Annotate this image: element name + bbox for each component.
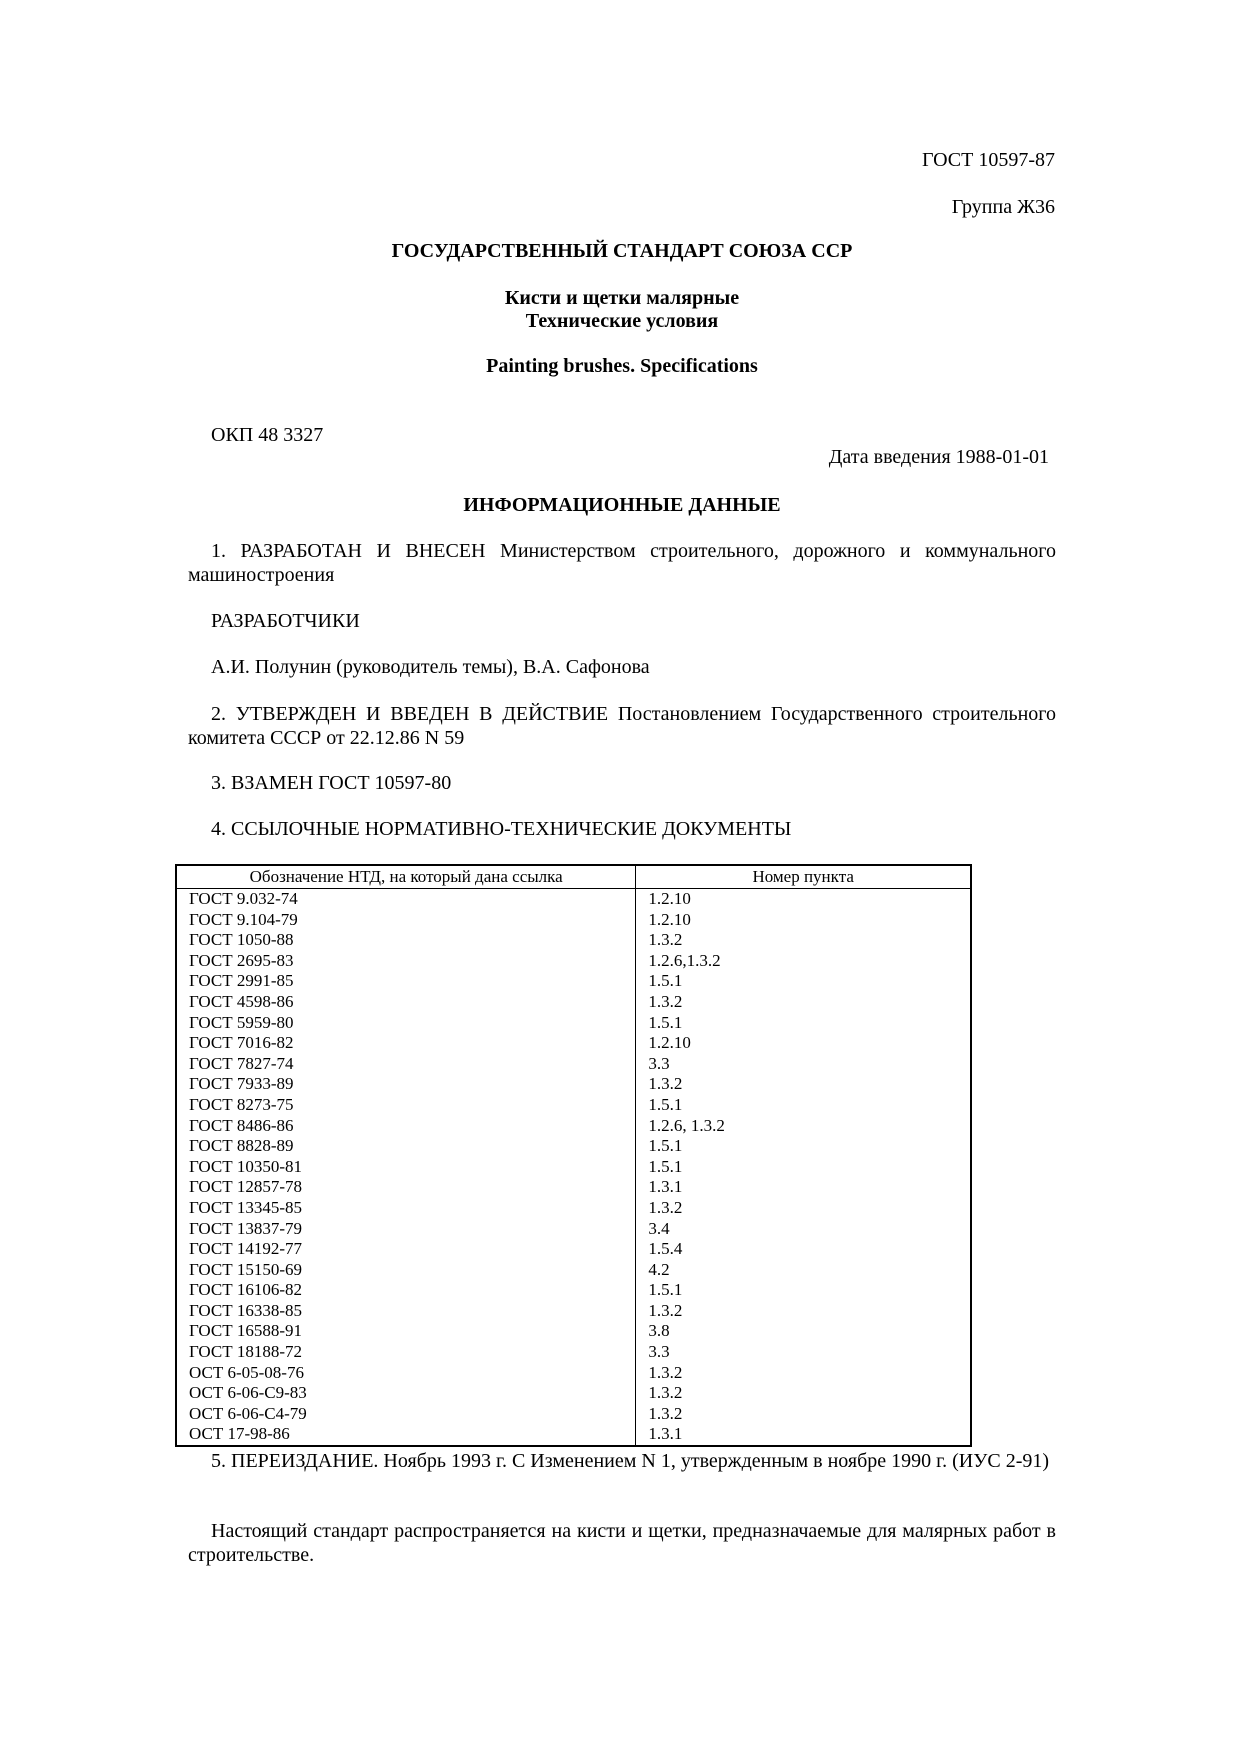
document-designation-cell: ОСТ 17-98-86 [176, 1424, 636, 1446]
table-row [176, 1198, 971, 1219]
document-designation-cell: ОСТ 6-06-С4-79 [176, 1404, 636, 1425]
document-designation-cell: ГОСТ 16106-82 [176, 1280, 636, 1301]
document-designation-cell: ГОСТ 13837-79 [176, 1219, 636, 1240]
document-designation-cell: ГОСТ 10350-81 [176, 1157, 636, 1178]
table-row [176, 992, 971, 1013]
doc-number: ГОСТ 10597-87 [922, 149, 1055, 171]
document-designation-cell: ГОСТ 7933-89 [176, 1074, 636, 1095]
clause-number-cell: 1.5.1 [636, 1280, 971, 1301]
clause-number-cell: 1.3.2 [636, 930, 971, 951]
okp-code: ОКП 48 3327 [211, 424, 324, 446]
table-row [176, 1363, 971, 1384]
clause-number-cell: 1.5.1 [636, 1136, 971, 1157]
table-row [176, 1260, 971, 1281]
clause-number-cell: 1.5.1 [636, 1013, 971, 1034]
table-header-row [176, 865, 971, 889]
clause-number-cell: 1.2.10 [636, 889, 971, 910]
table-row [176, 1074, 971, 1095]
table-row [176, 1219, 971, 1240]
table-row [176, 1033, 971, 1054]
clause-number-cell: 3.4 [636, 1219, 971, 1240]
clause-number-cell: 1.3.2 [636, 1404, 971, 1425]
document-designation-cell: ГОСТ 1050-88 [176, 930, 636, 951]
document-designation-cell: ГОСТ 18188-72 [176, 1342, 636, 1363]
table-row [176, 1383, 971, 1404]
info-item-2: 2. УТВЕРЖДЕН И ВВЕДЕН В ДЕЙСТВИЕ Постановлением Государственного строительного комитета СССР от 22.12.86 N 59 [188, 703, 1056, 749]
document-designation-cell: ГОСТ 9.104-79 [176, 910, 636, 931]
document-designation-cell: ГОСТ 13345-85 [176, 1198, 636, 1219]
clause-number-cell: 4.2 [636, 1260, 971, 1281]
document-designation-cell: ГОСТ 12857-78 [176, 1177, 636, 1198]
info-heading: ИНФОРМАЦИОННЫЕ ДАННЫЕ [463, 494, 781, 516]
clause-number-cell: 1.5.1 [636, 1157, 971, 1178]
document-designation-cell: ГОСТ 2695-83 [176, 951, 636, 972]
clause-number-cell: 1.5.1 [636, 1095, 971, 1116]
table-row [176, 910, 971, 931]
document-designation-cell: ГОСТ 2991-85 [176, 971, 636, 992]
column-header-document: Обозначение НТД, на который дана ссылка [176, 865, 636, 889]
info-item-5: 5. ПЕРЕИЗДАНИЕ. Ноябрь 1993 г. С Изменением N 1, утвержденным в ноябре 1990 г. (ИУС 2-91) [211, 1450, 1050, 1472]
document-designation-cell: ГОСТ 16588-91 [176, 1321, 636, 1342]
document-designation-cell: ГОСТ 4598-86 [176, 992, 636, 1013]
clause-number-cell: 1.2.10 [636, 1033, 971, 1054]
clause-number-cell: 1.5.4 [636, 1239, 971, 1260]
document-designation-cell: ГОСТ 8486-86 [176, 1116, 636, 1137]
document-designation-cell: ГОСТ 7827-74 [176, 1054, 636, 1075]
clause-number-cell: 1.2.10 [636, 910, 971, 931]
table-row [176, 1116, 971, 1137]
table-row [176, 1136, 971, 1157]
standard-name-ru-line1: Кисти и щетки малярные [504, 287, 740, 309]
clause-number-cell: 3.8 [636, 1321, 971, 1342]
clause-number-cell: 1.2.6, 1.3.2 [636, 1116, 971, 1137]
clause-number-cell: 1.3.1 [636, 1424, 971, 1446]
column-header-clause: Номер пункта [636, 865, 971, 889]
table-row [176, 1054, 971, 1075]
document-designation-cell: ГОСТ 8273-75 [176, 1095, 636, 1116]
authority-title: ГОСУДАРСТВЕННЫЙ СТАНДАРТ СОЮЗА ССР [391, 240, 853, 262]
table-body [176, 889, 971, 1447]
document-designation-cell: ОСТ 6-06-С9-83 [176, 1383, 636, 1404]
developers-names: А.И. Полунин (руководитель темы), В.А. Сафонова [211, 656, 650, 678]
table-row [176, 889, 971, 910]
standard-name-ru-line2: Технические условия [525, 310, 719, 332]
table-row [176, 1177, 971, 1198]
clause-number-cell: 1.3.2 [636, 1198, 971, 1219]
document-designation-cell: ГОСТ 5959-80 [176, 1013, 636, 1034]
scope-paragraph: Настоящий стандарт распространяется на кисти и щетки, предназначаемые для малярных работ в строительстве. [188, 1520, 1056, 1566]
document-designation-cell: ГОСТ 15150-69 [176, 1260, 636, 1281]
group-code: Группа Ж36 [951, 196, 1055, 218]
info-item-4: 4. ССЫЛОЧНЫЕ НОРМАТИВНО-ТЕХНИЧЕСКИЕ ДОКУМЕНТЫ [211, 818, 792, 840]
intro-date: Дата введения 1988-01-01 [828, 446, 1049, 468]
table-row [176, 930, 971, 951]
document-designation-cell: ОСТ 6-05-08-76 [176, 1363, 636, 1384]
info-item-3: 3. ВЗАМЕН ГОСТ 10597-80 [211, 772, 452, 794]
table-row [176, 1239, 971, 1260]
table-row [176, 1095, 971, 1116]
developers-label: РАЗРАБОТЧИКИ [211, 610, 360, 632]
table-row [176, 1424, 971, 1446]
clause-number-cell: 1.3.1 [636, 1177, 971, 1198]
table-row [176, 1280, 971, 1301]
table-row [176, 1404, 971, 1425]
table-row [176, 1321, 971, 1342]
table-row [176, 971, 971, 992]
clause-number-cell: 1.3.2 [636, 1074, 971, 1095]
clause-number-cell: 1.3.2 [636, 1383, 971, 1404]
document-designation-cell: ГОСТ 9.032-74 [176, 889, 636, 910]
document-designation-cell: ГОСТ 7016-82 [176, 1033, 636, 1054]
clause-number-cell: 1.3.2 [636, 1363, 971, 1384]
clause-number-cell: 3.3 [636, 1054, 971, 1075]
table-row [176, 951, 971, 972]
info-item-1: 1. РАЗРАБОТАН И ВНЕСЕН Министерством строительного, дорожного и коммунального машиностроения [188, 540, 1056, 586]
clause-number-cell: 1.5.1 [636, 971, 971, 992]
clause-number-cell: 1.3.2 [636, 992, 971, 1013]
table-row [176, 1157, 971, 1178]
references-table [175, 864, 972, 1447]
table-row [176, 1013, 971, 1034]
clause-number-cell: 1.2.6,1.3.2 [636, 951, 971, 972]
clause-number-cell: 3.3 [636, 1342, 971, 1363]
document-designation-cell: ГОСТ 14192-77 [176, 1239, 636, 1260]
standard-name-en: Painting brushes. Specifications [486, 355, 758, 377]
document-designation-cell: ГОСТ 16338-85 [176, 1301, 636, 1322]
document-designation-cell: ГОСТ 8828-89 [176, 1136, 636, 1157]
clause-number-cell: 1.3.2 [636, 1301, 971, 1322]
table-row [176, 1342, 971, 1363]
table-row [176, 1301, 971, 1322]
